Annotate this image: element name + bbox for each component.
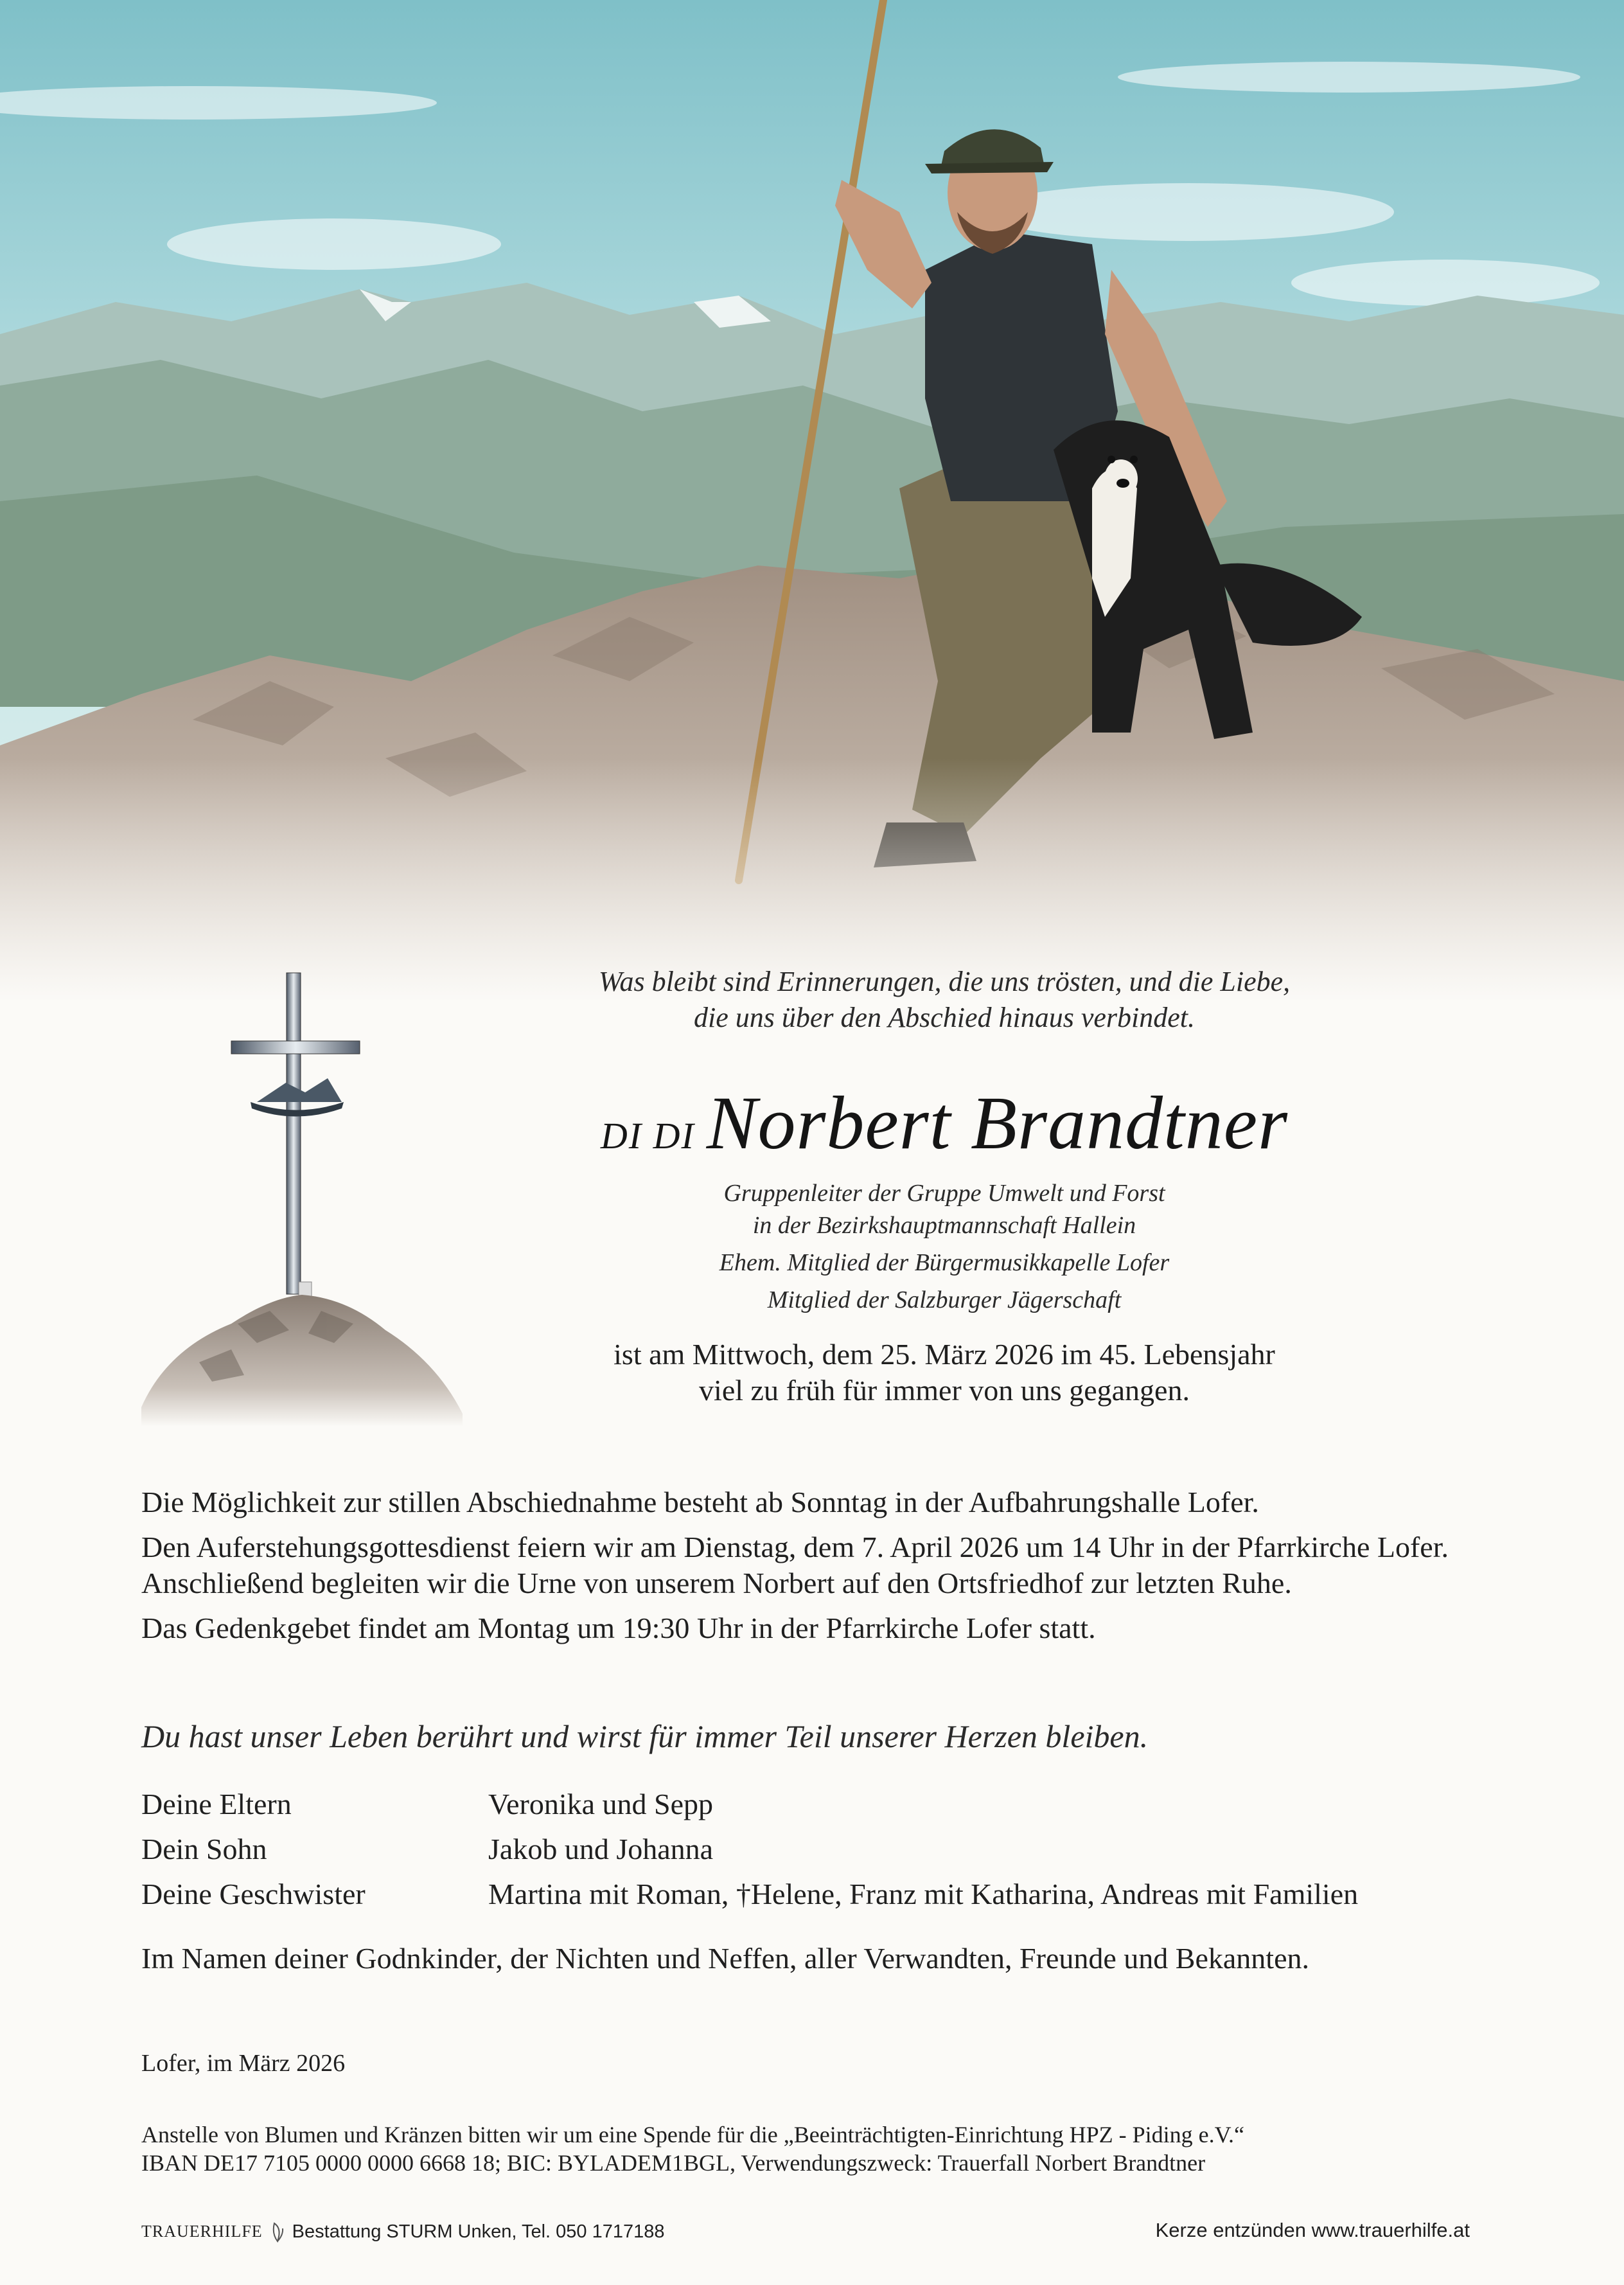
info-paragraph: Den Auferstehungsgottesdienst feiern wir am Dienstag, dem 7. April 2026 um 14 Uhr in der Pfarrkirche Lofer. Anschließend begleiten wir die Urne von unserem Norbert auf den Ortsfriedhof zur letzten Ruhe.: [141, 1531, 1449, 1599]
deceased-name: [450, 1080, 1439, 1167]
death-notice: [450, 1337, 1439, 1409]
funeral-home-contact: Bestattung STURM Unken, Tel. 050 1717188: [292, 2221, 665, 2242]
family-row: [141, 1830, 1497, 1875]
candle-link[interactable]: Kerze entzünden www.trauerhilfe.at: [1155, 2219, 1470, 2241]
role-line: in der Bezirkshauptmannschaft Hallein: [752, 1212, 1136, 1239]
footer-funeral-home: [141, 2220, 665, 2243]
closing-line: Im Namen deiner Godnkinder, der Nichten und Neffen, aller Verwandten, Freunde und Bekannten.: [141, 1942, 1309, 1975]
leaf-icon: [269, 2221, 286, 2243]
role-line: Ehem. Mitglied der Bürgermusikkapelle Lofer: [719, 1249, 1170, 1276]
place-date: Lofer, im März 2026: [141, 2050, 346, 2077]
donation-line-2: IBAN DE17 7105 0000 0000 6668 18; BIC: BYLADEM1BGL, Verwendungszweck: Trauerfall Norbert Brandtner: [141, 2150, 1206, 2176]
family-relation: Dein Sohn: [141, 1833, 267, 1865]
family-row: [141, 1785, 1497, 1830]
roles-list: [450, 1177, 1439, 1316]
memorial-quote: [450, 964, 1439, 1036]
academic-title: DI DI: [600, 1115, 695, 1157]
family-names: Jakob und Johanna: [488, 1833, 714, 1865]
trauerhilfe-logo: TRAUERHILFE: [141, 2222, 263, 2241]
mountain-summit-photo: [0, 0, 1624, 1002]
funeral-information: [141, 1484, 1497, 1655]
family-relation: Deine Eltern: [141, 1788, 292, 1820]
death-line-1: ist am Mittwoch, dem 25. März 2026 im 45. Lebensjahr: [613, 1338, 1275, 1371]
death-line-2: viel zu früh für immer von uns gegangen.: [699, 1374, 1190, 1407]
quote-line-2: die uns über den Abschied hinaus verbindet.: [693, 1002, 1196, 1033]
quote-line-1: Was bleibt sind Erinnerungen, die uns trösten, und die Liebe,: [598, 966, 1291, 997]
full-name: Norbert Brandtner: [706, 1081, 1289, 1165]
summit-cross-image: [141, 964, 463, 1427]
role-line: Gruppenleiter der Gruppe Umwelt und Forst: [723, 1180, 1165, 1207]
donation-note: [141, 2121, 1497, 2177]
hero-photo: [0, 0, 1624, 1002]
family-list: [141, 1785, 1497, 1920]
memorial-motto: Du hast unser Leben berührt und wirst für immer Teil unserer Herzen bleiben.: [141, 1718, 1149, 1754]
donation-line-1: Anstelle von Blumen und Kränzen bitten wir um eine Spende für die „Beeinträchtigten-Einrichtung HPZ - Piding e.V.“: [141, 2122, 1244, 2147]
role-line: Mitglied der Salzburger Jägerschaft: [767, 1286, 1122, 1313]
family-names: Martina mit Roman, †Helene, Franz mit Katharina, Andreas mit Familien: [488, 1878, 1359, 1910]
family-row: [141, 1875, 1497, 1920]
family-names: Veronika und Sepp: [488, 1788, 714, 1820]
cross-icon: [141, 964, 463, 1427]
info-paragraph: Das Gedenkgebet findet am Montag um 19:30 Uhr in der Pfarrkirche Lofer statt.: [141, 1612, 1096, 1644]
info-paragraph: Die Möglichkeit zur stillen Abschiednahme besteht ab Sonntag in der Aufbahrungshalle Lofer.: [141, 1486, 1259, 1518]
family-relation: Deine Geschwister: [141, 1878, 366, 1910]
